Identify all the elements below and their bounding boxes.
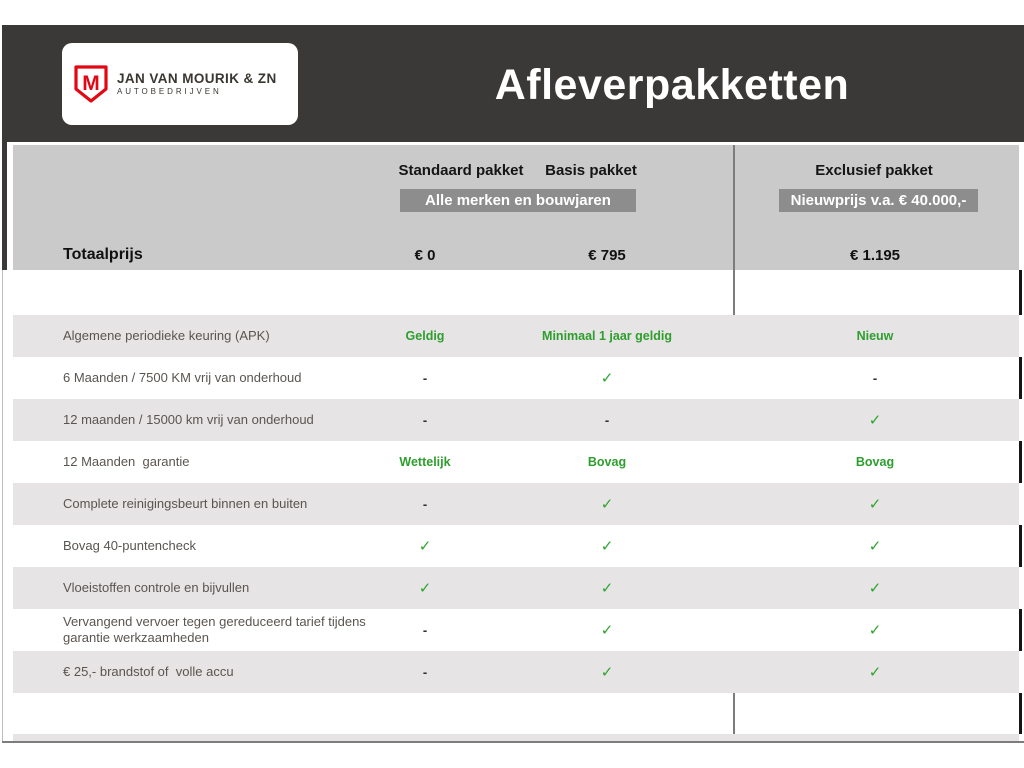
column-header-exclusief: Exclusief pakket — [815, 162, 933, 179]
check-icon: ✓ — [600, 496, 614, 513]
table-row — [13, 525, 1022, 567]
page-title: Afleverpakketten — [494, 61, 850, 109]
header-band — [2, 25, 1024, 142]
check-icon: ✓ — [418, 538, 432, 555]
badge-nieuwprijs: Nieuwprijs v.a. € 40.000,- — [779, 189, 978, 212]
bottom-strip — [13, 734, 1019, 741]
feature-label: Bovag 40-puntencheck — [63, 537, 196, 553]
check-icon: ✓ — [418, 580, 432, 597]
check-icon: ✓ — [600, 664, 614, 681]
value-text: Wettelijk — [399, 455, 451, 469]
value-text: Bovag — [587, 455, 627, 469]
check-icon: ✓ — [868, 580, 882, 597]
logo-subtitle: AUTOBEDRIJVEN — [117, 86, 222, 96]
table-row — [13, 315, 1019, 357]
column-header-standaard: Standaard pakket — [398, 162, 524, 179]
table-row — [13, 357, 1022, 399]
table-row — [13, 651, 1019, 693]
check-icon: ✓ — [868, 496, 882, 513]
check-icon: ✓ — [868, 412, 882, 429]
left-edge-line — [2, 270, 3, 743]
check-icon: ✓ — [600, 622, 614, 639]
feature-label: Vloeistoffen controle en bijvullen — [63, 579, 250, 595]
feature-label: € 25,- brandstof of volle accu — [63, 663, 234, 679]
check-icon: ✓ — [600, 538, 614, 555]
badge-alle-merken: Alle merken en bouwjaren — [400, 189, 636, 212]
feature-label: Vervangend vervoer tegen gereduceerd tarief tijdens garantie werkzaamheden — [63, 613, 370, 645]
logo-shield-icon — [74, 65, 108, 103]
dash-mark: - — [422, 370, 428, 386]
dash-mark: - — [422, 412, 428, 428]
left-edge-strip — [2, 142, 7, 270]
table-row — [13, 567, 1019, 609]
bottom-border-line — [2, 741, 1024, 743]
price-standaard: € 0 — [414, 247, 436, 264]
logo-monogram: M — [82, 72, 100, 95]
logo-text — [117, 72, 277, 97]
check-icon: ✓ — [868, 664, 882, 681]
column-header-basis: Basis pakket — [545, 162, 637, 179]
value-text: Nieuw — [856, 329, 894, 343]
value-text: Minimaal 1 jaar geldig — [542, 329, 672, 343]
feature-label: Complete reinigingsbeurt binnen en buiten — [63, 495, 308, 511]
value-text: Geldig — [405, 329, 445, 343]
dash-mark: - — [422, 496, 428, 512]
table-row — [13, 441, 1022, 483]
feature-label: 12 Maanden garantie — [63, 453, 190, 469]
check-icon: ✓ — [600, 370, 614, 387]
check-icon: ✓ — [600, 580, 614, 597]
check-icon: ✓ — [868, 622, 882, 639]
dealer-logo — [62, 43, 298, 125]
value-text: Bovag — [855, 455, 895, 469]
feature-label: Algemene periodieke keuring (APK) — [63, 327, 270, 343]
dash-mark: - — [422, 664, 428, 680]
feature-label: 6 Maanden / 7500 KM vrij van onderhoud — [63, 369, 302, 385]
feature-rows — [13, 315, 1022, 693]
total-price-label: Totaalprijs — [63, 246, 143, 263]
table-row — [13, 483, 1019, 525]
check-icon: ✓ — [868, 538, 882, 555]
dash-mark: - — [872, 370, 878, 386]
dash-mark: - — [604, 412, 610, 428]
table-row — [13, 609, 1022, 651]
logo-name: JAN VAN MOURIK & ZN — [117, 70, 277, 86]
table-row — [13, 399, 1019, 441]
right-border-segment-bottom — [13, 693, 1022, 734]
feature-label: 12 maanden / 15000 km vrij van onderhoud — [63, 411, 314, 427]
dash-mark: - — [422, 622, 428, 638]
price-basis: € 795 — [588, 247, 626, 264]
right-border-segment-top — [13, 270, 1022, 315]
price-exclusief: € 1.195 — [849, 247, 901, 264]
